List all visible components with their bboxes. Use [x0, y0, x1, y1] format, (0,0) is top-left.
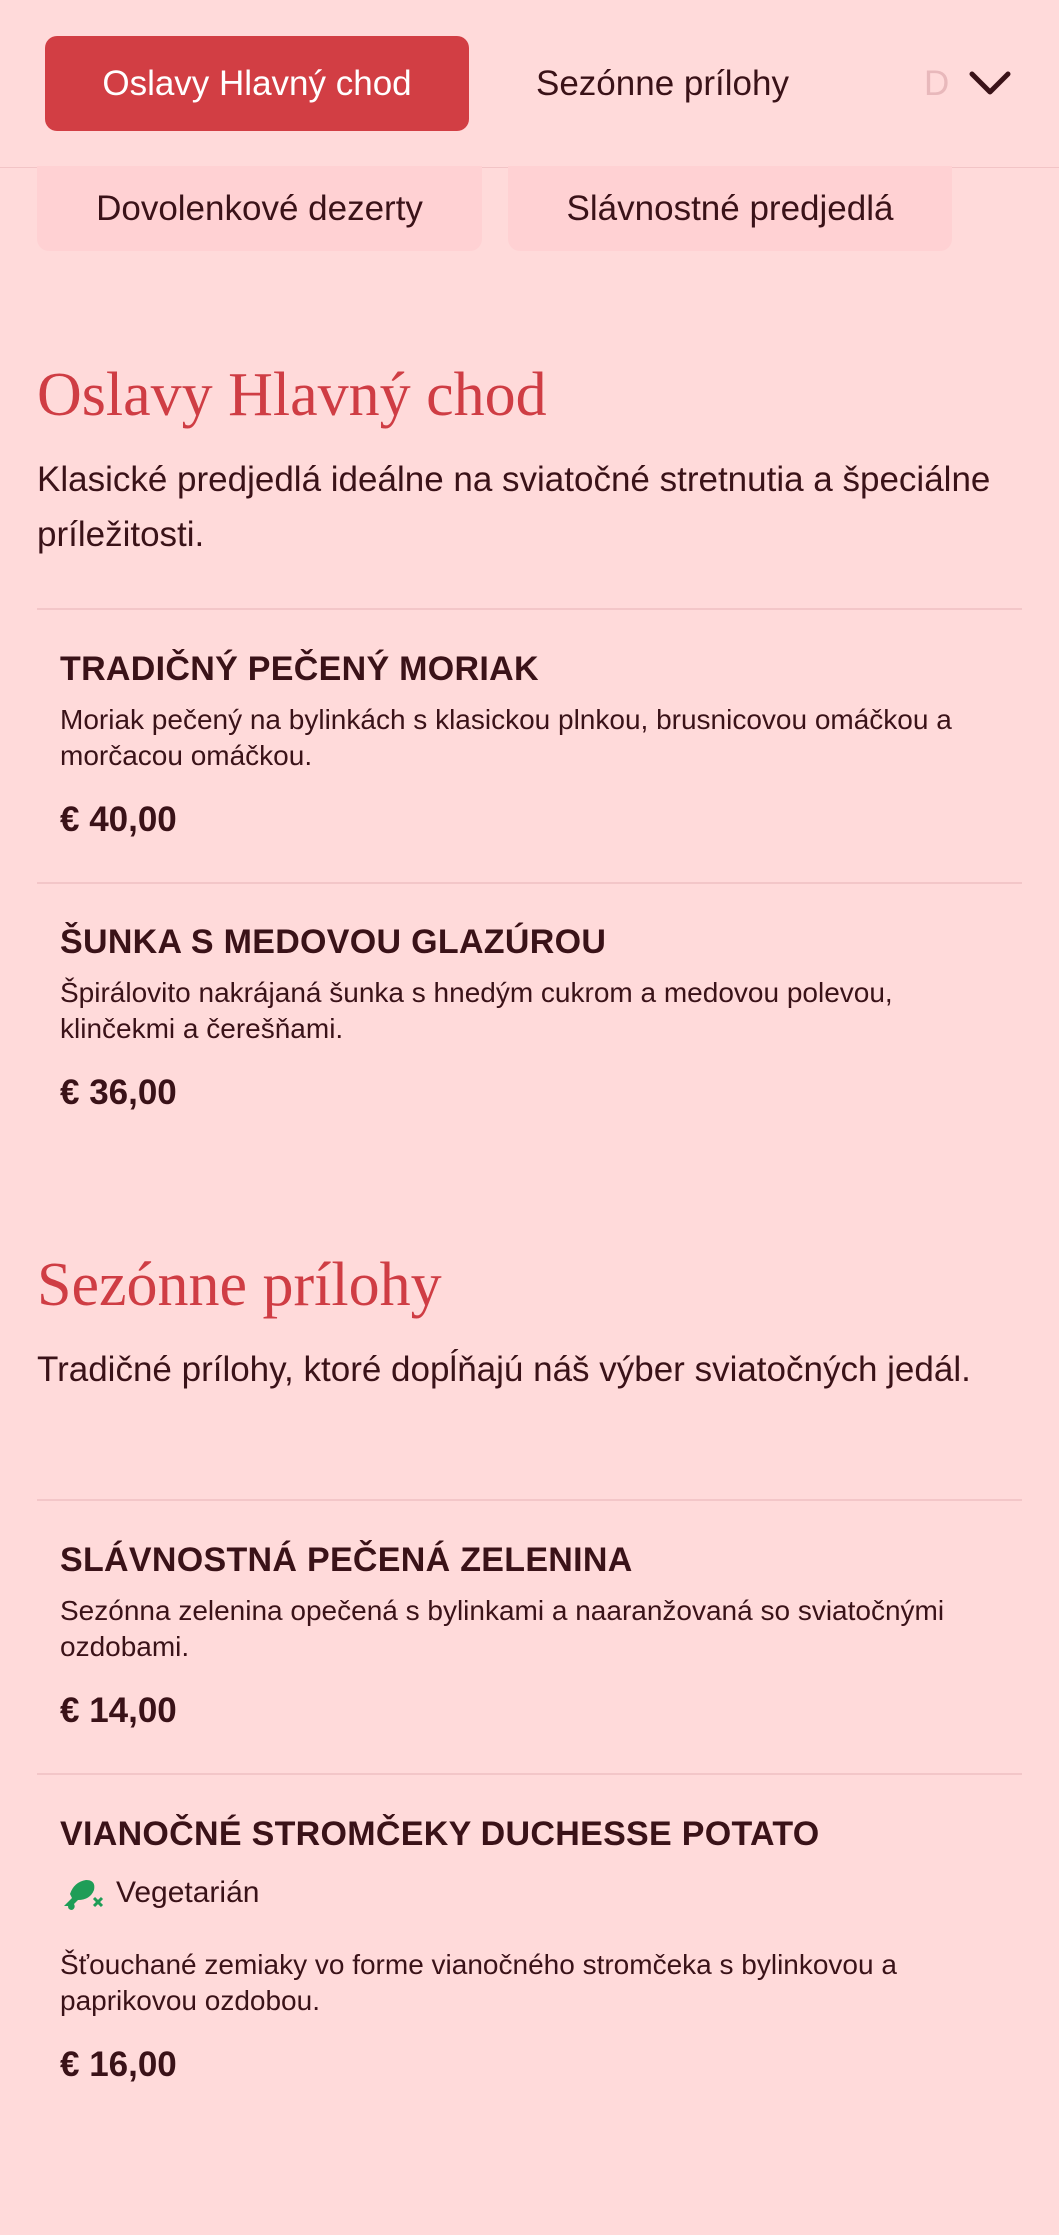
divider: [37, 1773, 1022, 1775]
category-tab-bar: [0, 0, 1059, 168]
menu-item-name[interactable]: TRADIČNÝ PEČENÝ MORIAK: [60, 650, 539, 688]
section-description: Tradičné prílohy, ktoré dopĺňajú náš výber sviatočných jedál.: [37, 1350, 971, 1389]
dietary-tag: [60, 1874, 259, 1912]
menu-item-description: Špirálovito nakrájaná šunka s hnedým cukrom a medovou polevou, klinčekmi a čerešňami.: [60, 977, 893, 1044]
divider: [37, 608, 1022, 610]
menu-item-name[interactable]: VIANOČNÉ STROMČEKY DUCHESSE POTATO: [60, 1815, 820, 1853]
menu-item-name[interactable]: ŠUNKA S MEDOVOU GLAZÚROU: [60, 923, 607, 961]
dietary-tag-label: Vegetarián: [116, 1876, 260, 1909]
no-meat-icon: [60, 1874, 104, 1912]
section-title-main-course: Oslavy Hlavný chod: [37, 361, 547, 429]
menu-item-price: € 36,00: [60, 1073, 177, 1112]
tab-main-course[interactable]: Oslavy Hlavný chod: [45, 36, 469, 131]
menu-item-price: € 40,00: [60, 800, 177, 839]
menu-item-description: Šťouchané zemiaky vo forme vianočného stromčeka s bylinkovou a paprikovou ozdobou.: [60, 1949, 897, 2016]
more-categories-button[interactable]: [960, 50, 1020, 116]
chevron-down-icon: [968, 68, 1012, 98]
tab-desserts-partial[interactable]: D: [924, 63, 950, 103]
section-description: Klasické predjedlá ideálne na sviatočné stretnutia a špeciálne príležitosti.: [37, 460, 991, 554]
menu-item-price: € 16,00: [60, 2045, 177, 2084]
tab-seasonal-sides[interactable]: Sezónne prílohy: [536, 63, 789, 103]
menu-item-name[interactable]: SLÁVNOSTNÁ PEČENÁ ZELENINA: [60, 1541, 633, 1579]
menu-item-description: Sezónna zelenina opečená s bylinkami a naaranžovaná so sviatočnými ozdobami.: [60, 1595, 945, 1662]
menu-item-price: € 14,00: [60, 1691, 177, 1730]
chip-holiday-desserts[interactable]: Dovolenkové dezerty: [37, 166, 482, 251]
chip-festive-appetizers[interactable]: Slávnostné predjedlá: [508, 166, 952, 251]
divider: [37, 1499, 1022, 1501]
divider: [37, 882, 1022, 884]
section-title-seasonal-sides: Sezónne prílohy: [37, 1251, 442, 1319]
menu-item-description: Moriak pečený na bylinkách s klasickou plnkou, brusnicovou omáčkou a morčacou omáčkou.: [60, 704, 952, 771]
